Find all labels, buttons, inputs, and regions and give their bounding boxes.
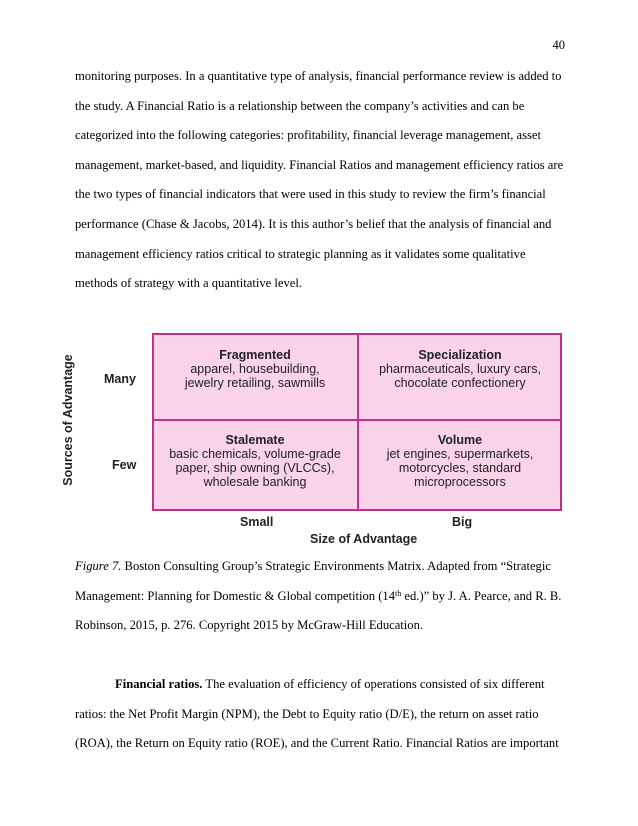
x-tick-small: Small — [240, 515, 274, 529]
matrix-grid — [152, 333, 562, 511]
cell-text: paper, ship owning (VLCCs), — [175, 461, 335, 475]
text-line: the study. A Financial Ratio is a relationship between the company’s activities and can be — [75, 98, 525, 113]
text-line: monitoring purposes. In a quantitative type of analysis, financial performance review is added to — [75, 69, 562, 83]
text-line: (ROA), the Return on Equity ratio (ROE), and the Current Ratio. Financial Ratios are important — [75, 736, 559, 751]
text-line: management efficiency ratios critical to strategic planning as it validates some qualitative — [75, 246, 526, 261]
text-line: performance (Chase & Jacobs, 2014). It is this author’s belief that the analysis of financial and — [75, 216, 552, 231]
caption-text: ed.)” by J. A. Pearce, and R. B. — [401, 588, 562, 603]
text-line: categorized into the following categories: profitability, financial leverage management, asset — [75, 128, 542, 143]
cell-text: wholesale banking — [203, 475, 307, 489]
text-line: the two types of financial indicators that were used in this study to review the firm’s financial — [75, 187, 546, 202]
cell-text: basic chemicals, volume-grade — [169, 447, 341, 461]
text-line: management, market-based, and liquidity. Financial Ratios and management efficiency ratios are — [75, 157, 564, 172]
section-heading: Financial ratios. — [115, 677, 203, 691]
cell-text: motorcycles, standard — [398, 461, 522, 475]
cell-text: apparel, housebuilding, — [190, 362, 320, 376]
strategic-environments-matrix — [60, 320, 580, 550]
text-line: methods of strategy with a quantitative level. — [75, 276, 302, 291]
cell-title: Fragmented — [219, 348, 291, 362]
body-paragraph — [75, 62, 567, 299]
caption-label: Figure 7. — [75, 559, 122, 573]
page-number: 40 — [552, 38, 565, 52]
cell-text: jet engines, supermarkets, — [386, 447, 534, 461]
cell-volume — [359, 433, 561, 489]
cell-text: jewelry retailing, sawmills — [184, 376, 326, 390]
cell-specialization — [359, 348, 561, 390]
cell-stalemate — [154, 433, 356, 489]
y-axis-label: Sources of Advantage — [61, 354, 75, 486]
y-tick-many: Many — [104, 372, 136, 386]
horizontal-divider — [154, 419, 560, 421]
cell-text: microprocessors — [414, 475, 506, 489]
cell-title: Stalemate — [225, 433, 285, 447]
section-paragraph — [75, 670, 567, 759]
cell-text: pharmaceuticals, luxury cars, — [379, 362, 541, 376]
cell-fragmented — [154, 348, 356, 390]
caption-text: Robinson, 2015, p. 276. Copyright 2015 by McGraw-Hill Education. — [75, 618, 424, 633]
cell-title: Specialization — [418, 348, 502, 362]
caption-text: Boston Consulting Group’s Strategic Environments Matrix. Adapted from “Strategic — [121, 559, 551, 573]
cell-title: Volume — [437, 433, 483, 447]
x-axis-label: Size of Advantage — [310, 532, 418, 546]
caption-text: Management: Planning for Domestic & Global competition (14 — [75, 588, 396, 603]
figure-caption — [75, 552, 567, 641]
caption-superscript: th — [395, 588, 402, 598]
text-line: ratios: the Net Profit Margin (NPM), the Debt to Equity ratio (D/E), the return on asset ratio — [75, 706, 539, 721]
text-line: The evaluation of efficiency of operations consisted of six different — [202, 677, 545, 691]
cell-text: chocolate confectionery — [394, 376, 526, 390]
x-tick-big: Big — [452, 515, 473, 529]
y-tick-few: Few — [112, 458, 137, 472]
